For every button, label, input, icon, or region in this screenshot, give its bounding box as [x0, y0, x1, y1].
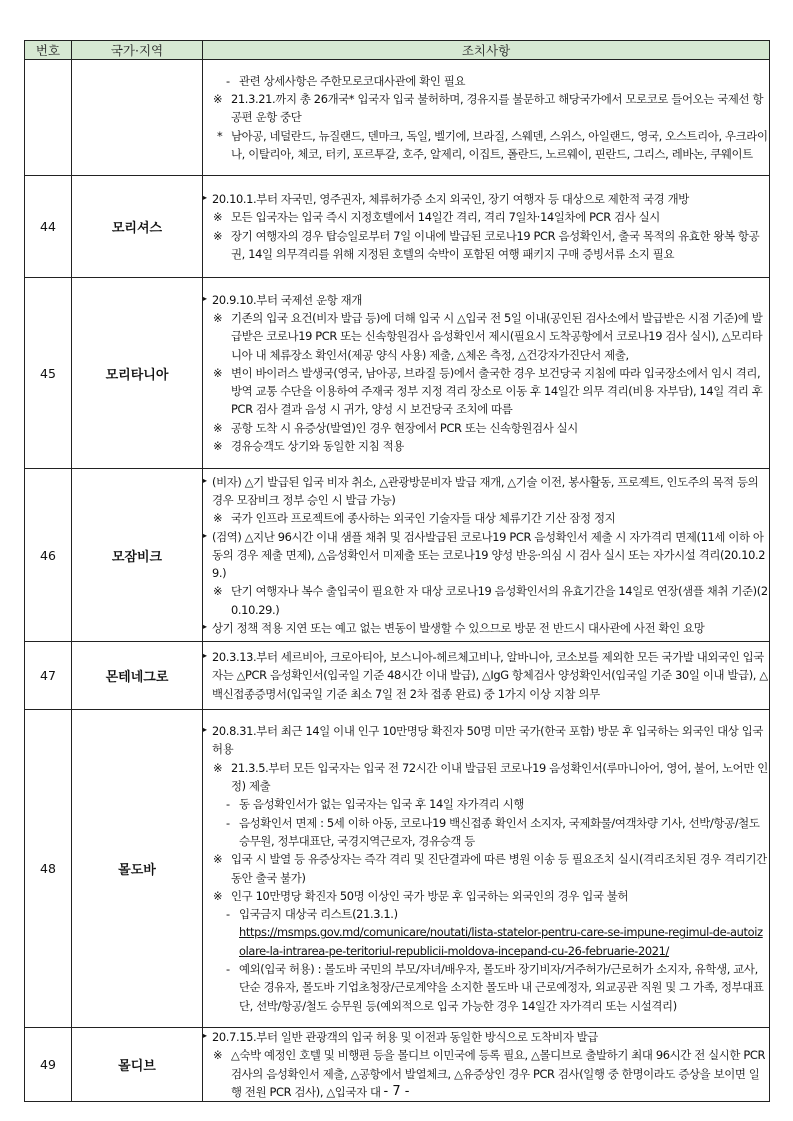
measure-line	[203, 905, 769, 923]
bullet-marker: ▸	[203, 622, 207, 632]
bullet-marker: ▸	[203, 475, 207, 485]
header-row	[25, 41, 770, 60]
page-number: - 7 -	[383, 1084, 410, 1099]
bullet-marker: ▸	[203, 725, 207, 735]
table-row	[25, 60, 770, 176]
bullet-marker: ※	[213, 584, 223, 599]
bullet-marker: ▸	[203, 1031, 207, 1040]
bullet-marker: ※	[213, 888, 223, 903]
measure-line	[203, 528, 769, 583]
measure-line	[203, 190, 769, 208]
bullet-marker: ※	[213, 228, 223, 243]
measures-cell	[203, 642, 770, 710]
measure-text: 남아공, 네덜란드, 뉴질랜드, 덴마크, 독일, 벨기에, 브라질, 스웨덴, 스위스, 아일랜드, 영국, 오스트리아, 우크라이나, 이탈리아, 체코, 터키, 포르투갈, 호주, 알제리, 이집트, 폴란드, 노르웨이, 핀란드, 그리스, 레바논, 쿠웨이트	[231, 128, 768, 161]
measure-text: 모든 입국자는 입국 즉시 지정호텔에서 14일간 격리, 격리 7일차·14일차에 PCR 검사 실시	[231, 210, 660, 225]
bullet-marker: ▸	[203, 293, 207, 303]
measure-text: 21.3.21.까지 총 26개국* 입국자 입국 불허하며, 경유지를 불문하고 해당국가에서 모로코로 들어오는 국제선 항공편 운항 중단	[231, 92, 764, 125]
measure-text: 공항 도착 시 유증상(발열)인 경우 현장에서 PCR 또는 신속항원검사 실시	[231, 420, 578, 435]
bullet-marker: ▸	[203, 651, 207, 661]
measure-text: 20.3.13.부터 세르비아, 크로아티아, 보스니아-헤르체고비나, 알바니아, 코소보를 제외한 모든 국가발 내외국인 입국자는 △PCR 음성확인서(입국일 기준 48시간 이내 발급), △IgG 항체검사 양성확인서(입국일 기준 30일 이내 발급), △백신접종증명서(입국일 기준 최소 7일 전 2차 접종 완료) 중 1가지 이상 지참 의무	[212, 650, 768, 701]
country-name	[72, 60, 203, 176]
header-measures: 조치사항	[203, 41, 770, 60]
measure-line	[203, 364, 769, 419]
measures-cell	[203, 710, 770, 1028]
row-number: 46	[25, 469, 72, 642]
measure-line	[203, 90, 769, 127]
bullet-marker: ※	[213, 852, 223, 867]
bullet-marker: -	[226, 907, 230, 922]
measure-line	[203, 473, 769, 510]
row-number: 49	[25, 1028, 72, 1102]
bullet-marker: ※	[213, 92, 223, 107]
measure-line	[203, 437, 769, 455]
country-name: 몰디브	[72, 1028, 203, 1102]
measure-text: 20.10.1.부터 자국민, 영주권자, 체류허가증 소지 외국인, 장기 여행자 등 대상으로 제한적 국경 개방	[212, 191, 689, 206]
measure-line	[203, 619, 769, 637]
bullet-marker: -	[226, 797, 230, 812]
measure-text: 입국금지 대상국 리스트(21.3.1.)	[239, 907, 398, 922]
measure-text: 예외(입국 허용) : 몰도바 국민의 부모/자녀/배우자, 몰도바 장기비자/거주허가/근로허가 소지자, 유학생, 교사, 단순 경유자, 몰도바 기업초청장/근로계약을 소지한 몰도바 내 근로예정자, 외교공관 직원 및 그 가족, 정부대표단, 선박/항공/철도 승무원 등(예외적으로 입국 가능한 경우 14일간 자가격리 또는 시설격리)	[239, 961, 764, 1013]
measures-table	[24, 40, 770, 1102]
measure-text: 20.9.10.부터 국제선 운항 재개	[212, 292, 362, 307]
bullet-marker: ※	[213, 420, 223, 435]
measure-text: 동 음성확인서가 없는 입국자는 입국 후 14일 자가격리 시행	[239, 797, 524, 812]
measure-text: 단기 여행자나 복수 출입국이 필요한 자 대상 코로나19 음성확인서의 유효기간을 14일로 연장(샘플 채취 기준)(20.10.29.)	[231, 584, 768, 617]
measure-line	[203, 419, 769, 437]
measure-line	[203, 960, 769, 1015]
measure-line	[203, 887, 769, 905]
bullet-marker: ▸	[203, 192, 207, 202]
row-number	[25, 60, 72, 176]
bullet-marker: ※	[213, 210, 223, 225]
measure-line	[203, 291, 769, 309]
bullet-marker: -	[226, 815, 230, 830]
measure-line	[203, 582, 769, 619]
table-row	[25, 176, 770, 278]
country-name: 몬테네그로	[72, 642, 203, 710]
measure-line	[203, 759, 769, 796]
measures-cell	[203, 60, 770, 176]
row-number: 45	[25, 278, 72, 469]
bullet-marker: *	[217, 128, 223, 143]
measure-text: 21.3.5.부터 모든 입국자는 입국 전 72시간 이내 발급된 코로나19 음성확인서(루마니아어, 영어, 불어, 노어만 인정) 제출	[231, 760, 768, 794]
table-row	[25, 642, 770, 710]
bullet-marker: ※	[213, 310, 223, 325]
measure-text: △숙박 예정인 호텔 및 비행편 등을 몰디브 이민국에 등록 필요, △몰디브로 출발하기 최대 96시간 전 실시한 PCR 검사의 음성확인서 제출, △공항에서 발열체크, △유증상인 경우 PCR 검사(일행 중 한명이라도 증상을 보이면 일행 전원 PCR 검사), △입국자 대	[231, 1048, 766, 1099]
measure-line	[203, 1028, 769, 1046]
country-name: 몰도바	[72, 710, 203, 1028]
measure-line	[203, 648, 769, 703]
measure-line	[203, 509, 769, 527]
row-number: 44	[25, 176, 72, 278]
measure-line	[203, 309, 769, 364]
bullet-marker: ※	[213, 760, 223, 775]
bullet-marker: ※	[213, 511, 223, 526]
row-number: 47	[25, 642, 72, 710]
measure-text: (비자) △기 발급된 입국 비자 취소, △관광방문비자 발급 재개, △기술 이전, 봉사활동, 프로젝트, 인도주의 목적 등의 경우 모잠비크 정부 승인 시 발급 가능)	[212, 474, 759, 507]
table-row	[25, 278, 770, 469]
header-country: 국가·지역	[72, 41, 203, 60]
table-body	[25, 60, 770, 1102]
bullet-marker: ※	[213, 1048, 223, 1063]
bullet-marker: -	[226, 73, 230, 88]
table-row	[25, 710, 770, 1028]
reference-link[interactable]: https://msmps.gov.md/comunicare/noutati/lista-statelor-pentru-care-se-impune-regimul-de-autoizolare-la-intrarea-pe-teritoriul-republicii-moldova-incepand-cu-26-februarie-2021/	[239, 925, 763, 958]
bullet-marker: -	[226, 961, 230, 976]
bullet-marker: ※	[213, 439, 223, 454]
measure-line	[203, 208, 769, 226]
measure-text: 관련 상세사항은 주한모로코대사관에 확인 필요	[239, 73, 466, 88]
measure-text: 20.8.31.부터 최근 14일 이내 인구 10만명당 확진자 50명 미만 국가(한국 포함) 방문 후 입국하는 외국인 대상 입국 허용	[212, 724, 764, 757]
measure-text: 상기 정책 적용 지연 또는 예고 없는 변동이 발생할 수 있으므로 방문 전 반드시 대사관에 사전 확인 요망	[212, 621, 705, 636]
measures-cell	[203, 469, 770, 642]
bullet-marker: ※	[213, 365, 223, 380]
measure-text: 20.7.15.부터 일반 관광객의 입국 허용 및 이전과 동일한 방식으로 도착비자 발급	[212, 1030, 598, 1044]
measure-line	[203, 72, 769, 90]
measures-cell	[203, 278, 770, 469]
measure-text: 음성확인서 면제 : 5세 이하 아동, 코로나19 백신접종 확인서 소지자, 국제화물/여객차량 기사, 선박/항공/철도 승무원, 정부대표단, 국경지역근로자, 경유승객 등	[239, 815, 760, 848]
measure-text: 입국 시 발열 등 유증상자는 즉각 격리 및 진단결과에 따른 병원 이송 등 필요조치 실시(격리조치된 경우 격리기간 동안 출국 불가)	[231, 852, 767, 885]
measures-cell	[203, 176, 770, 278]
measure-text: 국가 인프라 프로젝트에 종사하는 외국인 기술자들 대상 체류기간 기산 잠정 정지	[231, 511, 616, 526]
table-row	[25, 469, 770, 642]
row-number: 48	[25, 710, 72, 1028]
measure-line	[203, 227, 769, 264]
measure-text: 기존의 입국 요건(비자 발급 등)에 더해 입국 시 △입국 전 5일 이내(공인된 검사소에서 발급받은 시점 기준)에 발급받은 코로나19 PCR 또는 신속항원검사 음성확인서 제시(필요시 도착공항에서 코로나19 검사 실시), △모리타니아 내 체류장소 확인서(제공 양식 사용) 제출, △체온 측정, △건강자가진단서 제출,	[231, 310, 763, 362]
measure-text: 경유승객도 상기와 동일한 지침 적용	[231, 439, 404, 454]
country-name: 모잠비크	[72, 469, 203, 642]
measure-text: 변이 바이러스 발생국(영국, 남아공, 브라질 등)에서 출국한 경우 보건당국 지침에 따라 입국장소에서 임시 격리, 방역 교통 수단을 이용하여 주재국 정부 지정 격리 장소로 이동 후 14일간 의무 격리(비용 자부담), 14일 격리 후 PCR 검사 결과 음성 시 귀가, 양성 시 보건당국 조치에 따름	[231, 365, 763, 417]
bullet-marker: ▸	[203, 530, 207, 540]
measure-line	[203, 923, 769, 960]
header-no: 번호	[25, 41, 72, 60]
measure-line	[203, 850, 769, 887]
country-name: 모리타니아	[72, 278, 203, 469]
measure-text: 인구 10만명당 확진자 50명 이상인 국가 방문 후 입국하는 외국인의 경우 입국 불허	[231, 888, 629, 903]
measure-line	[203, 127, 769, 164]
country-name: 모리셔스	[72, 176, 203, 278]
measure-text: (검역) △지난 96시간 이내 샘플 채취 및 검사발급된 코로나19 PCR 음성확인서 제출 시 자가격리 면제(11세 이하 아동의 경우 제출 면제), △음성확인서 미제출 또는 코로나19 양성 반응·의심 시 검사 실시 또는 자가시설 격리(20.10.29.)	[212, 529, 766, 581]
measure-text: 장기 여행자의 경우 탑승일로부터 7일 이내에 발급된 코로나19 PCR 음성확인서, 출국 목적의 유효한 왕복 항공권, 14일 의무격리를 위해 지정된 호텔의 숙박이 포함된 여행 패키지 구매 증빙서류 소지 필요	[231, 228, 760, 261]
measure-line	[203, 722, 769, 759]
measure-line	[203, 795, 769, 813]
measure-line	[203, 814, 769, 851]
